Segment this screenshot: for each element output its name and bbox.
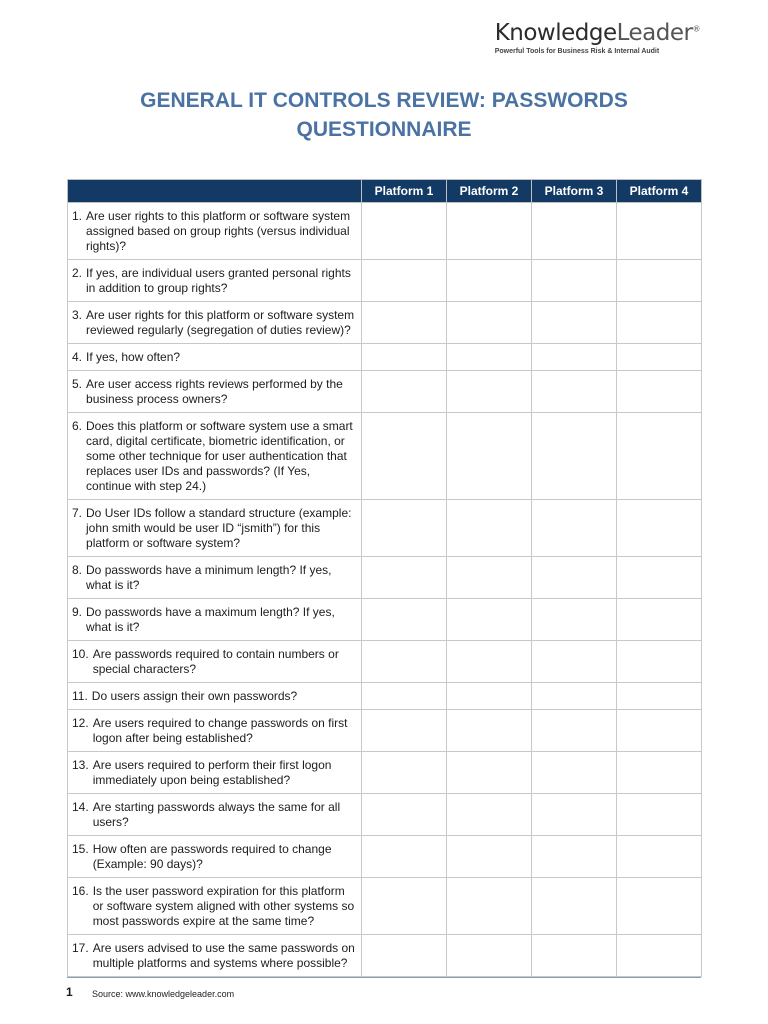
question-item — [68, 302, 361, 343]
logo-tagline: Powerful Tools for Business Risk & Internal Audit — [494, 48, 660, 55]
question-text: Are users required to perform their first logon immediately upon being established? — [92, 758, 332, 787]
platform-2-answer-cell[interactable] — [447, 371, 532, 413]
logo-registered-mark: ® — [692, 24, 700, 34]
page-title-line-2: QUESTIONNAIRE — [296, 118, 472, 141]
question-number: 3. — [72, 308, 83, 322]
question-cell — [68, 500, 362, 557]
question-text: Do passwords have a minimum length? If yes, what is it? — [86, 563, 332, 592]
question-number: 10. — [72, 647, 89, 661]
table-row — [68, 710, 702, 752]
question-text: Do users assign their own passwords? — [91, 689, 298, 703]
question-text: Are user rights for this platform or software system reviewed regularly (segregation of duties review)? — [86, 308, 355, 337]
question-text: Does this platform or software system use a smart card, digital certificate, biometric identification, or some other technique for user authentication that replaces user IDs and passwords? (If Yes, continue with step 24.) — [86, 419, 353, 493]
platform-4-answer-cell[interactable] — [617, 203, 702, 260]
platform-3-answer-cell[interactable] — [532, 710, 617, 752]
question-number: 9. — [72, 605, 83, 619]
platform-3-answer-cell[interactable] — [532, 752, 617, 794]
table-row — [68, 836, 702, 878]
platform-4-answer-cell[interactable] — [617, 794, 702, 836]
question-number: 7. — [72, 506, 83, 520]
platform-3-answer-cell[interactable] — [532, 203, 617, 260]
table-row — [68, 641, 702, 683]
question-cell — [68, 710, 362, 752]
question-number: 14. — [72, 800, 89, 814]
question-text: Are starting passwords always the same for all users? — [92, 800, 341, 829]
question-item — [68, 599, 361, 640]
header-platform-2: Platform 2 — [447, 180, 532, 203]
question-cell — [68, 599, 362, 641]
platform-2-answer-cell[interactable] — [447, 710, 532, 752]
question-item — [68, 752, 361, 793]
table-row — [68, 371, 702, 413]
platform-3-answer-cell[interactable] — [532, 683, 617, 710]
platform-4-answer-cell[interactable] — [617, 371, 702, 413]
platform-3-answer-cell[interactable] — [532, 500, 617, 557]
platform-3-answer-cell[interactable] — [532, 302, 617, 344]
logo-wordmark — [495, 22, 700, 45]
platform-1-answer-cell[interactable] — [362, 641, 447, 683]
question-item — [68, 371, 361, 412]
platform-2-answer-cell[interactable] — [447, 641, 532, 683]
question-text: If yes, are individual users granted personal rights in addition to group rights? — [86, 266, 351, 295]
question-cell — [68, 203, 362, 260]
question-text: Are passwords required to contain numbers or special characters? — [92, 647, 339, 676]
page-number: 1 — [66, 985, 73, 999]
platform-4-answer-cell[interactable] — [617, 344, 702, 371]
question-number: 5. — [72, 377, 83, 391]
platform-1-answer-cell[interactable] — [362, 599, 447, 641]
platform-4-answer-cell[interactable] — [617, 260, 702, 302]
platform-1-answer-cell[interactable] — [362, 878, 447, 935]
table-row — [68, 302, 702, 344]
platform-2-answer-cell[interactable] — [447, 794, 532, 836]
page-title-line-1: GENERAL IT CONTROLS REVIEW: PASSWORDS — [140, 89, 628, 112]
table-row — [68, 344, 702, 371]
platform-2-answer-cell[interactable] — [447, 836, 532, 878]
platform-4-answer-cell[interactable] — [617, 836, 702, 878]
question-item — [68, 203, 361, 259]
platform-1-answer-cell[interactable] — [362, 302, 447, 344]
question-cell — [68, 641, 362, 683]
platform-4-answer-cell[interactable] — [617, 557, 702, 599]
platform-3-answer-cell[interactable] — [532, 599, 617, 641]
question-text: Do User IDs follow a standard structure (example: john smith would be user ID “jsmith”) for this platform or software system? — [86, 506, 352, 550]
question-cell — [68, 413, 362, 500]
platform-3-answer-cell[interactable] — [532, 413, 617, 500]
question-text: Are users required to change passwords on first logon after being established? — [92, 716, 348, 745]
platform-1-answer-cell[interactable] — [362, 752, 447, 794]
question-text: How often are passwords required to change (Example: 90 days)? — [92, 842, 332, 871]
question-cell — [68, 260, 362, 302]
platform-4-answer-cell[interactable] — [617, 710, 702, 752]
platform-1-answer-cell[interactable] — [362, 794, 447, 836]
platform-4-answer-cell[interactable] — [617, 878, 702, 935]
platform-2-answer-cell[interactable] — [447, 557, 532, 599]
table-row — [68, 413, 702, 500]
platform-2-answer-cell[interactable] — [447, 260, 532, 302]
table-row — [68, 878, 702, 935]
question-number: 15. — [72, 842, 89, 856]
platform-1-answer-cell[interactable] — [362, 260, 447, 302]
platform-1-answer-cell[interactable] — [362, 371, 447, 413]
question-text: Are user rights to this platform or software system assigned based on group rights (versus individual rights)? — [86, 209, 351, 253]
question-cell — [68, 344, 362, 371]
platform-3-answer-cell[interactable] — [532, 836, 617, 878]
question-text: If yes, how often? — [86, 350, 181, 364]
question-number: 16. — [72, 884, 89, 898]
table-row — [68, 599, 702, 641]
question-cell — [68, 557, 362, 599]
table-row — [68, 260, 702, 302]
question-text: Is the user password expiration for this platform or software system aligned with other systems so most passwords expire at the same time? — [92, 884, 355, 928]
platform-1-answer-cell[interactable] — [362, 203, 447, 260]
platform-2-answer-cell[interactable] — [447, 599, 532, 641]
platform-1-answer-cell[interactable] — [362, 413, 447, 500]
table-row — [68, 794, 702, 836]
question-cell — [68, 836, 362, 878]
platform-2-answer-cell[interactable] — [447, 683, 532, 710]
question-text: Are users advised to use the same passwords on multiple platforms and systems where possible? — [92, 941, 355, 970]
platform-3-answer-cell[interactable] — [532, 641, 617, 683]
question-number: 13. — [72, 758, 89, 772]
platform-2-answer-cell[interactable] — [447, 302, 532, 344]
page-title — [0, 86, 768, 144]
question-item — [68, 710, 361, 751]
question-item — [68, 413, 361, 499]
question-cell — [68, 878, 362, 935]
platform-2-answer-cell[interactable] — [447, 935, 532, 977]
header-platform-3: Platform 3 — [532, 180, 617, 203]
logo-word-leader: Leader — [616, 20, 693, 46]
question-cell — [68, 752, 362, 794]
question-item — [68, 641, 361, 682]
platform-3-answer-cell[interactable] — [532, 935, 617, 977]
question-item — [68, 836, 361, 877]
question-number: 1. — [72, 209, 83, 223]
platform-2-answer-cell[interactable] — [447, 203, 532, 260]
question-item — [68, 500, 361, 556]
question-item — [68, 683, 361, 709]
platform-4-answer-cell[interactable] — [617, 599, 702, 641]
platform-4-answer-cell[interactable] — [617, 935, 702, 977]
question-cell — [68, 371, 362, 413]
platform-2-answer-cell[interactable] — [447, 500, 532, 557]
question-number: 6. — [72, 419, 83, 433]
table-row — [68, 935, 702, 977]
platform-3-answer-cell[interactable] — [532, 344, 617, 371]
platform-4-answer-cell[interactable] — [617, 500, 702, 557]
platform-4-answer-cell[interactable] — [617, 302, 702, 344]
question-item — [68, 344, 361, 370]
platform-1-answer-cell[interactable] — [362, 344, 447, 371]
platform-1-answer-cell[interactable] — [362, 935, 447, 977]
header-platform-1: Platform 1 — [362, 180, 447, 203]
platform-1-answer-cell[interactable] — [362, 836, 447, 878]
question-number: 17. — [72, 941, 89, 955]
questionnaire-body — [68, 203, 702, 977]
question-item — [68, 935, 361, 976]
platform-2-answer-cell[interactable] — [447, 878, 532, 935]
platform-3-answer-cell[interactable] — [532, 794, 617, 836]
platform-1-answer-cell[interactable] — [362, 710, 447, 752]
question-item — [68, 878, 361, 934]
platform-3-answer-cell[interactable] — [532, 557, 617, 599]
table-row — [68, 683, 702, 710]
platform-4-answer-cell[interactable] — [617, 413, 702, 500]
platform-4-answer-cell[interactable] — [617, 752, 702, 794]
question-cell — [68, 302, 362, 344]
platform-2-answer-cell[interactable] — [447, 413, 532, 500]
header-platform-4: Platform 4 — [617, 180, 702, 203]
table-row — [68, 752, 702, 794]
logo-word-knowledge: Knowledge — [494, 20, 617, 46]
question-item — [68, 794, 361, 835]
platform-1-answer-cell[interactable] — [362, 500, 447, 557]
questionnaire-table — [67, 179, 702, 977]
platform-3-answer-cell[interactable] — [532, 260, 617, 302]
question-number: 8. — [72, 563, 83, 577]
question-text: Do passwords have a maximum length? If yes, what is it? — [86, 605, 335, 634]
platform-2-answer-cell[interactable] — [447, 752, 532, 794]
question-item — [68, 260, 361, 301]
knowledgeleader-logo — [495, 22, 700, 55]
question-number: 2. — [72, 266, 83, 280]
platform-3-answer-cell[interactable] — [532, 371, 617, 413]
question-cell — [68, 683, 362, 710]
table-row — [68, 557, 702, 599]
platform-4-answer-cell[interactable] — [617, 683, 702, 710]
platform-3-answer-cell[interactable] — [532, 878, 617, 935]
question-item — [68, 557, 361, 598]
table-row — [68, 500, 702, 557]
platform-2-answer-cell[interactable] — [447, 344, 532, 371]
table-header-row — [68, 180, 702, 203]
question-text: Are user access rights reviews performed by the business process owners? — [86, 377, 343, 406]
source-text: Source: www.knowledgeleader.com — [92, 989, 235, 999]
question-number: 11. — [72, 689, 88, 703]
platform-1-answer-cell[interactable] — [362, 557, 447, 599]
header-question-cell — [68, 180, 362, 203]
question-number: 12. — [72, 716, 89, 730]
question-cell — [68, 794, 362, 836]
table-row — [68, 203, 702, 260]
question-cell — [68, 935, 362, 977]
footer-divider — [67, 977, 701, 978]
question-number: 4. — [72, 350, 83, 364]
platform-1-answer-cell[interactable] — [362, 683, 447, 710]
platform-4-answer-cell[interactable] — [617, 641, 702, 683]
